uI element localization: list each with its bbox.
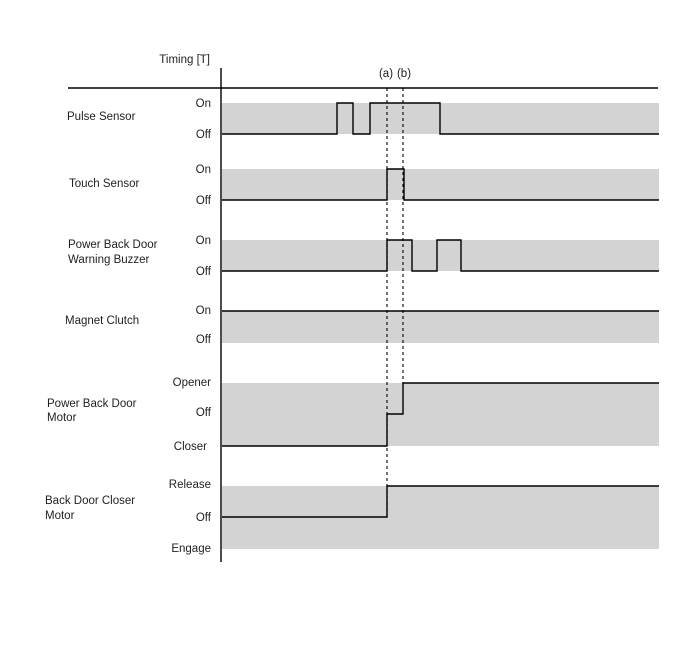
band-warning-buzzer [222, 240, 659, 271]
level-label: Off [195, 407, 211, 419]
level-label: Engage [171, 543, 211, 555]
band-power-back-door-motor [222, 383, 659, 446]
level-label: Closer [173, 441, 207, 453]
level-label: Off [195, 195, 211, 207]
level-label: On [195, 235, 211, 247]
level-label: Off [195, 512, 211, 524]
signal-names [45, 111, 158, 522]
marker-a-label: (a) [378, 68, 394, 80]
signal-name: Motor [47, 412, 77, 424]
level-label: On [195, 305, 211, 317]
signal-name: Power Back Door [68, 239, 158, 251]
signal-name: Warning Buzzer [68, 254, 150, 266]
level-label: On [195, 98, 211, 110]
marker-b-label: (b) [396, 68, 412, 80]
level-labels [169, 98, 212, 555]
level-label: Release [168, 479, 211, 491]
level-label: Off [195, 266, 211, 278]
level-label: Off [195, 334, 211, 346]
band-magnet-clutch [222, 311, 659, 343]
level-label: On [195, 164, 211, 176]
level-label: Opener [172, 377, 211, 389]
waveforms [222, 103, 659, 517]
signal-name: Touch Sensor [69, 178, 140, 190]
signal-name: Motor [45, 510, 75, 522]
signal-name: Pulse Sensor [67, 111, 136, 123]
signal-name: Power Back Door [47, 398, 137, 410]
signal-name: Magnet Clutch [65, 315, 140, 327]
level-bands [222, 103, 659, 549]
level-label: Off [195, 129, 211, 141]
timing-axis-label: Timing [T] [159, 54, 210, 66]
band-touch-sensor [222, 169, 659, 200]
signal-name: Back Door Closer [45, 495, 136, 507]
